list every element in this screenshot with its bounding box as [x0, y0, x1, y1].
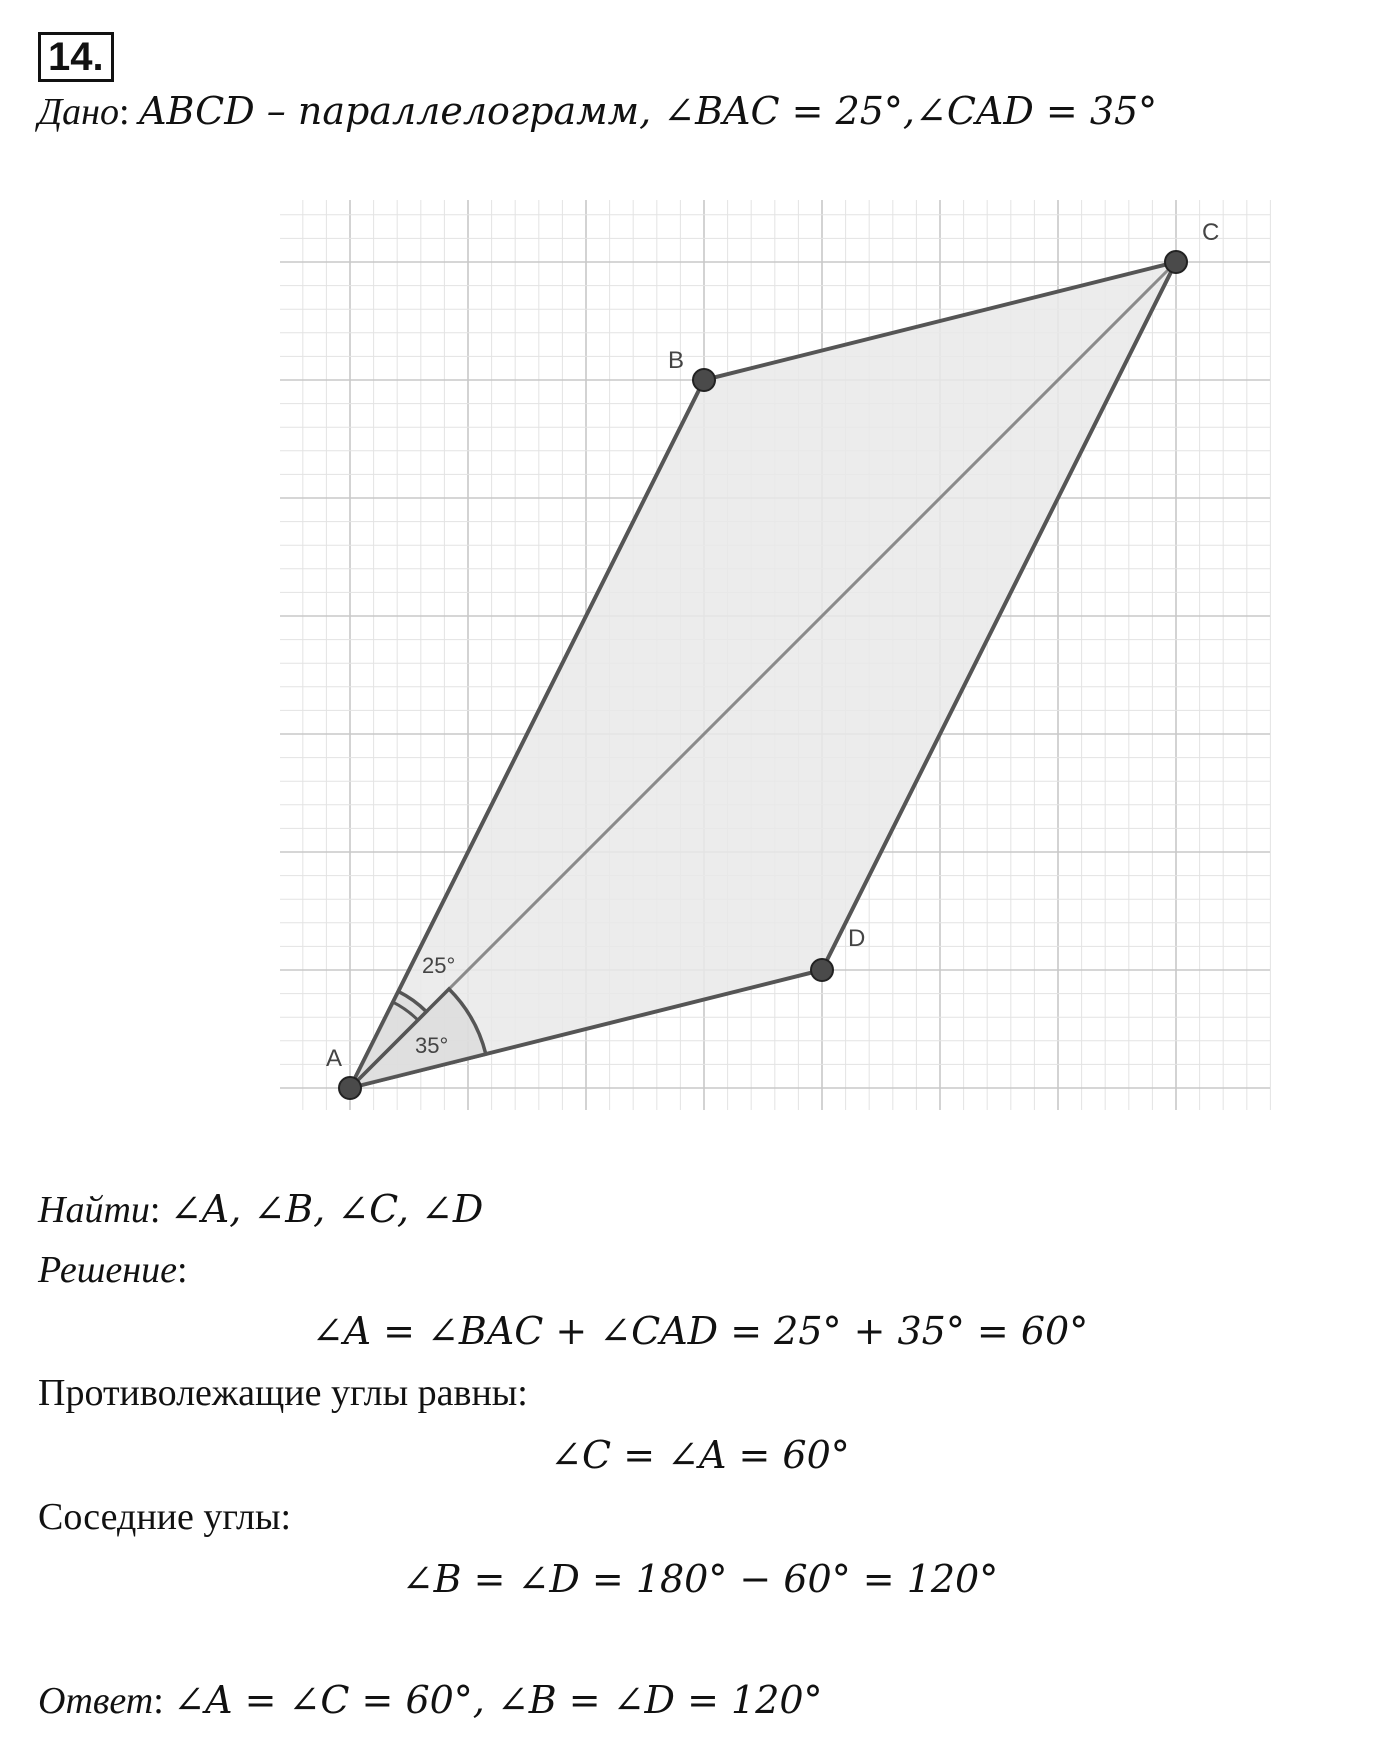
find-text: ∠A, ∠B, ∠C, ∠D — [169, 1187, 484, 1231]
equation-angles-b-d: ∠B = ∠D = 180° − 60° = 120° — [401, 1557, 999, 1601]
solution-line — [38, 1247, 188, 1293]
problem-number: 14. — [38, 32, 114, 82]
solution-sep: : — [176, 1249, 188, 1291]
point-label-d: D — [848, 925, 866, 952]
point-d — [811, 959, 833, 981]
solution-label: Решение — [38, 1249, 177, 1291]
angle-label-35: 35° — [415, 1033, 449, 1058]
answer-sep: : — [153, 1680, 174, 1722]
equation-angle-a: ∠A = ∠BAC + ∠CAD = 25° + 35° = 60° — [311, 1309, 1089, 1353]
given-sep: : — [119, 91, 140, 133]
point-label-c: C — [1202, 219, 1220, 246]
point-a — [339, 1077, 361, 1099]
point-c — [1165, 251, 1187, 273]
given-line — [38, 88, 1157, 135]
find-label: Найти — [38, 1189, 150, 1231]
point-label-b: B — [668, 347, 685, 374]
point-b — [693, 369, 715, 391]
answer-line — [38, 1677, 823, 1724]
opposite-angles-text: Противолежащие углы равны: — [38, 1372, 528, 1414]
given-label: Дано — [38, 91, 120, 133]
point-label-a: A — [326, 1045, 343, 1072]
angle-label-25: 25° — [422, 953, 456, 978]
find-sep: : — [149, 1189, 170, 1231]
parallelogram-figure — [280, 200, 1280, 1130]
find-line — [38, 1186, 483, 1233]
answer-label: Ответ — [38, 1680, 154, 1722]
equation-angle-c: ∠C = ∠A = 60° — [550, 1433, 850, 1477]
given-text: ABCD – параллелограмм, ∠BAC = 25°,∠CAD = 35° — [139, 89, 1158, 133]
adjacent-angles-text: Соседние углы: — [38, 1496, 292, 1538]
answer-text: ∠A = ∠C = 60°, ∠B = ∠D = 120° — [173, 1678, 823, 1722]
